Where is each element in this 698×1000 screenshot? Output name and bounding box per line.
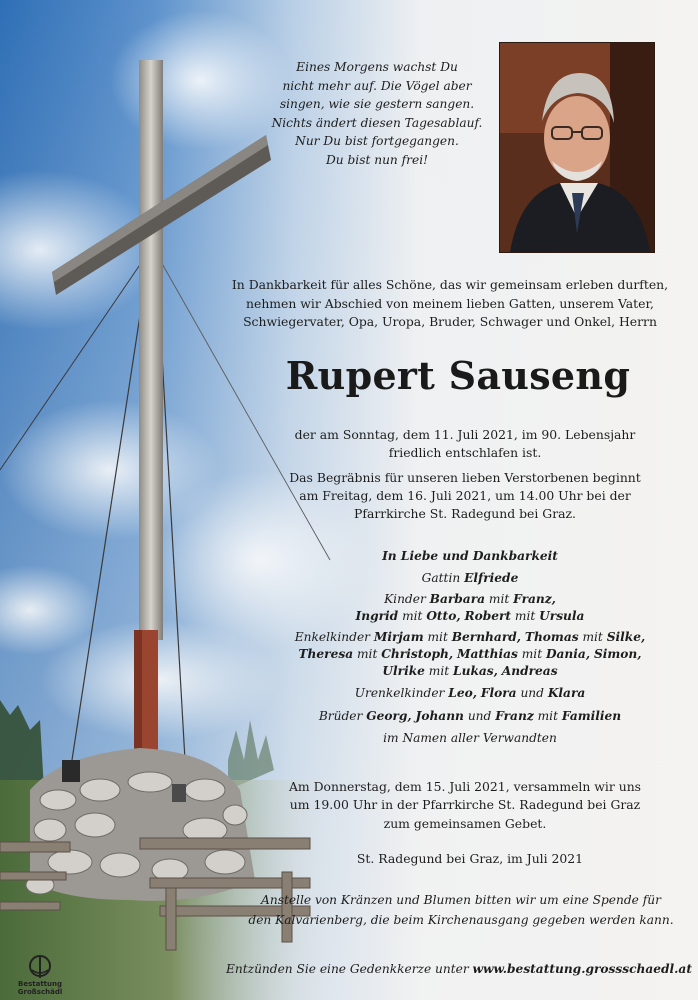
mourner-name: Flora bbox=[480, 686, 517, 701]
poem-line: Nur Du bist fortgegangen. bbox=[295, 134, 459, 149]
connector: und bbox=[467, 708, 492, 723]
mourner-line-grandchildren bbox=[265, 629, 675, 680]
connector: mit bbox=[521, 647, 543, 662]
prayer-line: um 19.00 Uhr in der Pfarrkirche St. Radegund bei Graz bbox=[289, 797, 641, 813]
candle-text: Entzünden Sie eine Gedenkkerze unter bbox=[226, 962, 469, 976]
death-notice bbox=[270, 426, 660, 462]
mourners-list bbox=[265, 545, 675, 749]
mourner-name: Ulrike bbox=[382, 664, 425, 679]
mourner-name: Ursula bbox=[539, 609, 585, 624]
mourner-name: Theresa bbox=[298, 647, 354, 662]
intro-line: nehmen wir Abschied von meinem lieben Gatten, unserem Vater, bbox=[246, 295, 654, 311]
mourners-heading: In Liebe und Dankbarkeit bbox=[382, 549, 558, 563]
mourner-line-children bbox=[265, 591, 675, 625]
mourner-name: Thomas bbox=[524, 630, 579, 645]
deceased-name: Rupert Sauseng bbox=[285, 353, 631, 398]
intro-line: In Dankbarkeit für alles Schöne, das wir gemeinsam erleben durften, bbox=[231, 277, 669, 292]
poem-line: Du bist nun frei! bbox=[326, 152, 428, 167]
website-link[interactable]: www.bestattung.grossschaedl.at bbox=[472, 962, 692, 976]
mourner-line-relatives: im Namen aller Verwandten bbox=[383, 730, 557, 745]
portrait-photo bbox=[499, 42, 655, 253]
logo-line: Bestattung bbox=[18, 980, 62, 988]
mourner-line-spouse bbox=[265, 567, 675, 589]
relation-label: Brüder bbox=[318, 708, 363, 723]
connector: mit bbox=[582, 630, 603, 645]
connector: mit bbox=[488, 592, 510, 607]
prayer-line: Am Donnerstag, dem 15. Juli 2021, versammeln wir uns bbox=[288, 779, 642, 794]
intro-line: Schwiegervater, Opa, Uropa, Bruder, Schwager und Onkel, Herrn bbox=[243, 314, 657, 329]
mourner-name: Lukas, bbox=[453, 664, 498, 679]
relation-label: Enkelkinder bbox=[294, 630, 370, 645]
relation-label: Gattin bbox=[421, 571, 461, 586]
connector: mit bbox=[427, 630, 448, 645]
funeral-line: Das Begräbnis für unseren lieben Verstorbenen beginnt bbox=[289, 470, 641, 485]
mourner-name: Mirjam bbox=[373, 630, 424, 645]
mourner-name: Johann bbox=[415, 708, 464, 723]
mourner-name: Klara bbox=[547, 686, 586, 701]
connector: mit bbox=[537, 708, 558, 723]
mourner-name: Simon, bbox=[593, 647, 642, 662]
mourner-line-great-grandchildren bbox=[265, 682, 675, 704]
mourner-name: Silke, bbox=[606, 630, 646, 645]
mourner-name: Elfriede bbox=[464, 571, 519, 586]
mourner-line-siblings bbox=[265, 705, 675, 727]
mourner-name: Georg, bbox=[366, 708, 412, 723]
mourner-name: Barbara bbox=[429, 592, 486, 607]
connector: mit bbox=[402, 609, 423, 624]
mourner-name: Leo, bbox=[448, 686, 477, 701]
logo-line: Großschädl bbox=[17, 988, 63, 996]
poem-line: Nichts ändert diesen Tagesablauf. bbox=[271, 115, 483, 130]
relation-label: Urenkelkinder bbox=[354, 686, 445, 701]
connector: mit bbox=[514, 609, 536, 624]
poem-line: nicht mehr auf. Die Vögel aber bbox=[282, 78, 472, 93]
funeral-info bbox=[260, 469, 670, 524]
death-line: der am Sonntag, dem 11. Juli 2021, im 90. Lebensjahr bbox=[294, 427, 636, 442]
mourner-name: Christoph, bbox=[381, 647, 454, 662]
mourner-name: Familien bbox=[561, 708, 622, 723]
mourner-name: Robert bbox=[464, 609, 512, 624]
donation-note bbox=[226, 890, 696, 930]
prayer-line: zum gemeinsamen Gebet. bbox=[383, 815, 547, 831]
donation-line: Anstelle von Kränzen und Blumen bitten wir um eine Spende für bbox=[261, 893, 661, 907]
donation-line: den Kalvarienberg, die beim Kirchenausgang gegeben werden kann. bbox=[248, 913, 674, 927]
mourner-name: Matthias bbox=[456, 647, 518, 662]
mourner-name: Franz, bbox=[513, 592, 556, 607]
connector: und bbox=[520, 686, 544, 701]
funeral-line: am Freitag, dem 16. Juli 2021, um 14.00 Uhr bei der bbox=[299, 488, 631, 504]
poem-line: singen, wie sie gestern sangen. bbox=[279, 97, 475, 112]
mourner-name: Dania, bbox=[545, 647, 591, 662]
connector: mit bbox=[428, 664, 450, 679]
death-line: friedlich entschlafen ist. bbox=[388, 445, 542, 460]
funeral-line: Pfarrkirche St. Radegund bei Graz. bbox=[354, 506, 576, 522]
intro-text bbox=[210, 276, 690, 332]
mourner-name: Otto, bbox=[426, 609, 461, 624]
relation-label: Kinder bbox=[384, 592, 426, 607]
connector: mit bbox=[356, 647, 378, 662]
place-date: St. Radegund bei Graz, im Juli 2021 bbox=[356, 851, 584, 866]
memorial-candle-note bbox=[220, 960, 698, 978]
mourner-name: Andreas bbox=[501, 664, 558, 679]
mourner-name: Franz bbox=[495, 708, 534, 723]
poem-line: Eines Morgens wachst Du bbox=[296, 60, 458, 74]
prayer-info bbox=[260, 778, 670, 833]
poem bbox=[262, 58, 492, 170]
mourner-name: Ingrid bbox=[355, 609, 399, 624]
mourner-name: Bernhard, bbox=[451, 630, 521, 645]
funeral-home-logo-text bbox=[8, 980, 72, 996]
